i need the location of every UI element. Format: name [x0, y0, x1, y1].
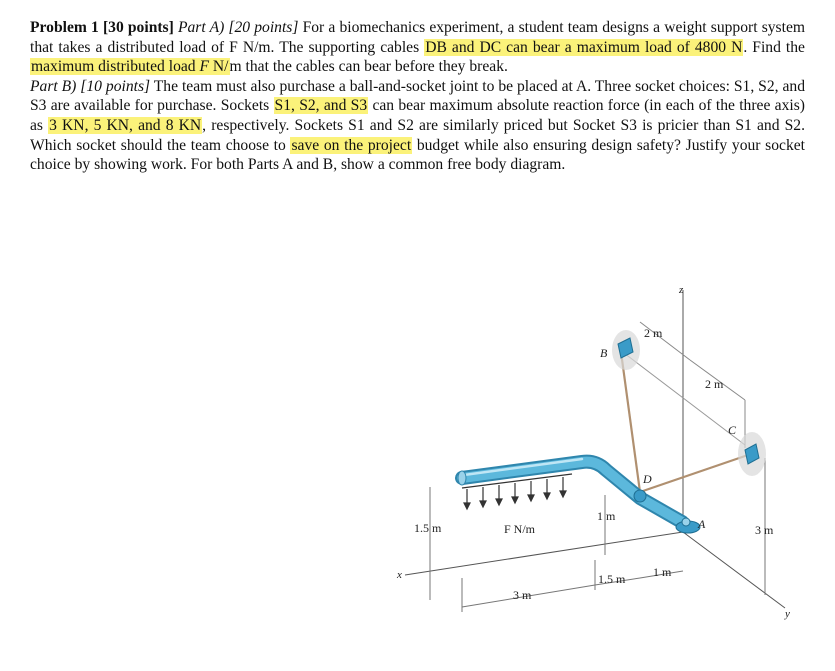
cable-dc	[640, 455, 748, 492]
part-b-label: Part B) [10 points]	[30, 77, 151, 95]
socket-a-ball	[682, 518, 690, 526]
highlight-max-load-unit: N/	[209, 58, 229, 76]
label-dim-1m-vert: 1 m	[597, 509, 616, 523]
part-b-text-3: , respectively. Sockets S1 and S2 are similarly priced but Socket S3 is pricier than S1 and S2. Which socket should the team choose to	[30, 116, 805, 154]
cable-db	[621, 352, 640, 492]
x-axis-line	[405, 532, 683, 575]
part-a-label: Part A) [20 points]	[177, 19, 299, 36]
part-b-text-1: The team must also purchase a ball-and-socket joint to be placed at A. Three socket choices: S1, S2, and S3 are available for purchase. Sockets	[30, 77, 805, 115]
label-d: D	[643, 472, 652, 486]
label-c: C	[728, 423, 737, 437]
label-dim-1-5m-left: 1.5 m	[414, 521, 442, 535]
highlight-max-load-f: F	[199, 58, 210, 76]
label-dim-3m-bottom: 3 m	[513, 588, 532, 602]
cables	[621, 352, 748, 492]
highlight-max-load-text: maximum distributed load	[31, 58, 200, 76]
label-dim-1-5m-bottom: 1.5 m	[598, 572, 626, 586]
label-dim-1m-bottom: 1 m	[653, 565, 672, 579]
y-axis-line	[683, 532, 785, 608]
label-x: x	[397, 569, 402, 581]
highlight-budget: save on the project	[291, 136, 412, 154]
label-y: y	[785, 608, 790, 620]
label-z: z	[679, 284, 684, 296]
axes	[405, 290, 785, 612]
label-dim-2m-right: 2 m	[705, 377, 724, 391]
part-a-text-1: For a biomechanics experiment, a student team designs a weight support system that takes a distributed load of F N/m. The supporting cables	[30, 19, 806, 56]
label-b: B	[600, 346, 608, 360]
highlight-cable-limit: DB and DC can bear a maximum load of 4800 N	[425, 38, 743, 56]
part-a-text-2: . Find the	[743, 38, 805, 56]
pipe-end-cap	[458, 471, 466, 485]
highlight-socket-forces: 3 KN, 5 KN, and 8 KN	[49, 116, 202, 134]
part-b-text-4: budget while also ensuring design safety? Justify your socket choice by showing work. For both Parts A and B, show a common free body diagram.	[30, 136, 805, 174]
label-load: F N/m	[504, 522, 536, 536]
highlight-sockets: S1, S2, and S3	[274, 97, 368, 115]
pipe	[458, 459, 700, 533]
part-a-text-3: m that the cables can bear before they break.	[229, 58, 508, 76]
part-b-text-2: can bear maximum absolute reaction force (in each of the three axis) as	[30, 97, 805, 134]
joint-d	[634, 490, 646, 502]
label-dim-3m-right: 3 m	[755, 523, 774, 537]
label-dim-2m-top: 2 m	[644, 326, 663, 340]
label-a: A	[698, 517, 706, 531]
problem-heading: Problem 1 [30 points]	[30, 19, 174, 36]
